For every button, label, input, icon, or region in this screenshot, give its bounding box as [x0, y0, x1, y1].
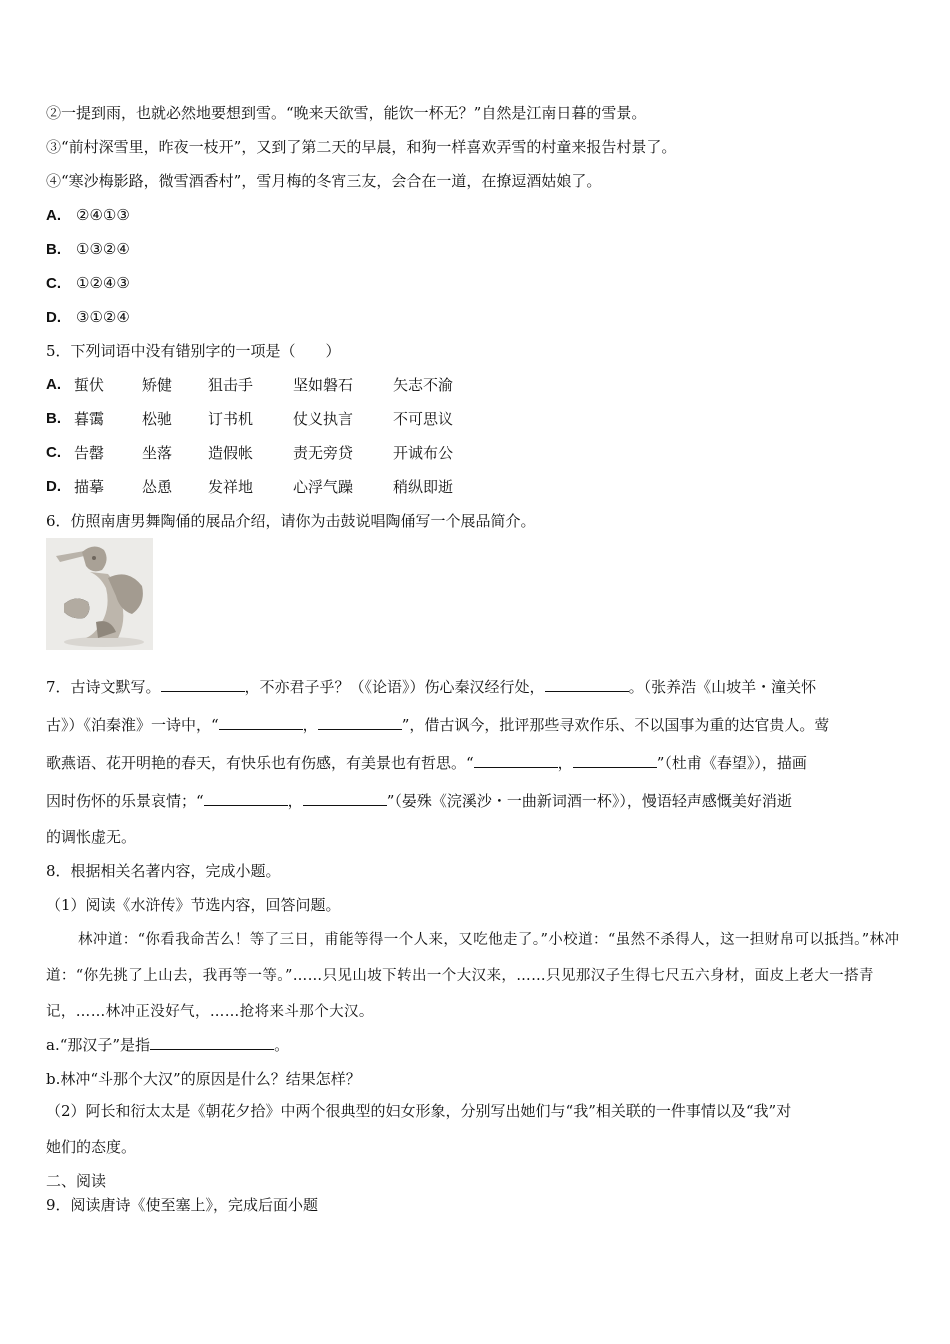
q5-stem: 5．下列词语中没有错别字的一项是（ ） [46, 342, 341, 360]
q8-sub2-line-2: 她们的态度。 [46, 1138, 137, 1156]
q8-part-a [46, 1034, 289, 1056]
q5-option-b [46, 408, 466, 430]
pottery-figurine-photo [46, 538, 153, 650]
q7-text: 。（张养浩《山坡羊・潼关怀 [628, 678, 817, 696]
q7-text: 因时伤怀的乐景哀情；“ [46, 792, 204, 810]
word: 订书机 [208, 410, 254, 428]
word: 怂恿 [142, 478, 173, 496]
fill-blank [219, 715, 303, 730]
shuihu-excerpt: 林冲道：“你看我命苦么！等了三日，甫能等得一个人来，又吃他走了。”小校道：“虽然不杀得人，这一担财帛可以抵挡。”林冲道：“你先挑了上山去，我再等一等。”……只见山坡下转出一个大汉来，……只见那汉子生得七尺五六身材，面皮上老大一搭青记，……林冲正没好气，……抢将来斗那个大汉。 [46, 932, 900, 1020]
word: 造假帐 [208, 444, 254, 462]
q7-text: ，不亦君子乎？（《论语》）伤心秦汉经行处， [244, 678, 545, 696]
fill-blank [573, 753, 657, 768]
q5-option-d [46, 476, 466, 498]
q4-option-d [46, 306, 130, 329]
q8-a-text: a.“那汉子”是指 [46, 1036, 151, 1054]
word: 描摹 [74, 478, 105, 496]
word: 狙击手 [208, 376, 254, 394]
q8-stem: 8．根据相关名著内容，完成小题。 [46, 862, 281, 880]
word: 蜇伏 [74, 376, 105, 394]
word: 暮霭 [74, 410, 105, 428]
word: 发祥地 [208, 478, 254, 496]
word: 松驰 [142, 410, 173, 428]
option-text: ①③②④ [76, 240, 130, 258]
word: 稍纵即逝 [393, 478, 454, 496]
option-line-3: ③“前村深雪里，昨夜一枝开”，又到了第二天的早晨，和狗一样喜欢弄雪的村童来报告村景了。 [46, 138, 677, 156]
option-text: ①②④③ [76, 274, 130, 292]
option-text: ③①②④ [76, 308, 130, 326]
option-label: D. [46, 478, 61, 495]
option-line-2: ②一提到雨，也就必然地要想到雪。“晚来天欲雪，能饮一杯无？”自然是江南日暮的雪景。 [46, 104, 647, 122]
q7-text: ， [302, 716, 318, 734]
q7-text: ”（晏殊《浣溪沙・一曲新词酒一杯》），慢语轻声感慨美好消逝 [386, 792, 792, 810]
option-label: B. [46, 241, 61, 258]
q7-line-1 [46, 676, 816, 698]
word: 责无旁贷 [293, 444, 354, 462]
q7-text: ， [287, 792, 303, 810]
section-title: 二、阅读 [46, 1172, 107, 1190]
option-label: A. [46, 207, 61, 224]
option-label: D. [46, 309, 61, 326]
q7-line-4 [46, 790, 792, 812]
q6-stem: 6．仿照南唐男舞陶俑的展品介绍，请你为击鼓说唱陶俑写一个展品简介。 [46, 512, 536, 530]
q4-option-c [46, 272, 130, 295]
q8-a-end: 。 [274, 1036, 290, 1054]
option-label: C. [46, 444, 61, 461]
q8-part-b: b.林冲“斗那个大汉”的原因是什么？结果怎样？ [46, 1070, 361, 1088]
word: 仗义执言 [293, 410, 354, 428]
q7-text: ”（杜甫《春望》），描画 [656, 754, 807, 772]
q7-line-3 [46, 752, 807, 774]
option-label: C. [46, 275, 61, 292]
word: 矫健 [142, 376, 173, 394]
q4-option-b [46, 238, 130, 261]
option-label: A. [46, 376, 61, 393]
q9-stem: 9．阅读唐诗《使至塞上》，完成后面小题 [46, 1196, 319, 1214]
q8-sub2-line-1: （2）阿长和衍太太是《朝花夕拾》中两个很典型的妇女形象，分别写出她们与“我”相关联的一件事情以及“我”对 [46, 1102, 792, 1120]
q8-sub1: （1）阅读《水浒传》节选内容，回答问题。 [46, 896, 341, 914]
q7-line-5: 的调怅虚无。 [46, 828, 137, 846]
q7-line-2 [46, 714, 829, 736]
q5-option-c [46, 442, 466, 464]
option-line-4: ④“寒沙梅影路，微雪酒香村”，雪月梅的冬宵三友，会合在一道，在撩逗酒姑娘了。 [46, 172, 602, 190]
fill-blank [161, 677, 245, 692]
q7-text: 歌燕语、花开明艳的春天，有快乐也有伤感，有美景也有哲思。“ [46, 754, 474, 772]
q7-text: ， [557, 754, 573, 772]
q7-text: 7．古诗文默写。 [46, 678, 161, 696]
q7-text: 古》）《泊秦淮》一诗中，“ [46, 716, 219, 734]
fill-blank [545, 677, 629, 692]
q4-option-a [46, 204, 130, 227]
fill-blank [318, 715, 402, 730]
word: 开诚布公 [393, 444, 454, 462]
fill-blank [474, 753, 558, 768]
word: 心浮气躁 [293, 478, 354, 496]
word: 不可思议 [393, 410, 454, 428]
word: 坐落 [142, 444, 173, 462]
fill-blank [150, 1035, 274, 1050]
word: 矢志不渝 [393, 376, 454, 394]
fill-blank [204, 791, 288, 806]
word: 告罄 [74, 444, 105, 462]
q5-option-a [46, 374, 466, 396]
q7-text: ”，借古讽今，批评那些寻欢作乐、不以国事为重的达官贵人。莺 [401, 716, 830, 734]
word: 坚如磐石 [293, 376, 354, 394]
option-label: B. [46, 410, 61, 427]
option-text: ②④①③ [76, 206, 130, 224]
fill-blank [303, 791, 387, 806]
